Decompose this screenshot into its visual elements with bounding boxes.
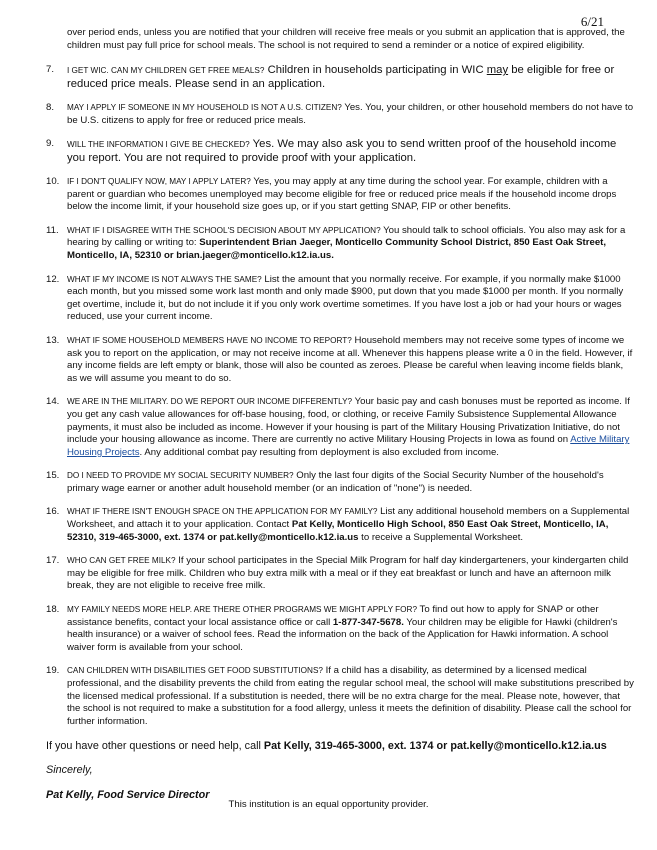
question-text: WHAT IF THERE ISN'T ENOUGH SPACE ON THE APPLICATION FOR MY FAMILY? <box>67 507 378 517</box>
faq-item-10 <box>46 176 634 214</box>
item-number: 16. <box>46 506 60 518</box>
military-housing-link[interactable]: Active Military Housing Projects <box>67 434 630 458</box>
answer-text-cont: be eligible for free or reduced price meals. Please send in an application. <box>67 64 615 90</box>
question-text: WE ARE IN THE MILITARY. DO WE REPORT OUR INCOME DIFFERENTLY? <box>67 397 353 407</box>
answer-text: Children in households participating in WIC <box>267 64 487 77</box>
item-number: 18. <box>46 604 60 616</box>
item-number: 19. <box>46 665 60 677</box>
answer-text: List any additional household members on a Supplemental Worksheet, and attach it to your application. Contact <box>67 506 630 531</box>
phone-number: 1-877-347-5678. <box>332 616 404 628</box>
question-text: IF I DON'T QUALIFY NOW, MAY I APPLY LATER? <box>67 177 251 186</box>
question-text: WHAT IF SOME HOUSEHOLD MEMBERS HAVE NO INCOME TO REPORT? <box>67 335 352 345</box>
closing-paragraph <box>46 739 634 753</box>
faq-item-14 <box>46 396 634 459</box>
signature: Pat Kelly, Food Service Director <box>46 788 210 801</box>
question-text: WHAT IF I DISAGREE WITH THE SCHOOL'S DECISION ABOUT MY APPLICATION? <box>67 225 381 235</box>
question-text: WHAT IF MY INCOME IS NOT ALWAYS THE SAME? <box>67 274 262 284</box>
answer-text-cont: . Any additional combat pay resulting from deployment is also excluded from income. <box>139 446 499 458</box>
closing-text: If you have other questions or need help, call <box>46 740 264 753</box>
answer-text: Yes. We may also ask you to send written proof of the household income you report. You are not required to provide proof with your application. <box>67 138 617 164</box>
closing-contact: Pat Kelly, 319-465-3000, ext. 1374 or pat.kelly@monticello.k12.ia.us <box>263 740 607 753</box>
item-number: 8. <box>46 102 55 113</box>
answer-underline: may <box>486 64 509 77</box>
answer-text: You should talk to school officials. You also may ask for a hearing by calling or writing to: <box>67 224 626 249</box>
faq-item-11 <box>46 225 634 263</box>
answer-text: If a child has a disability, as determined by a licensed medical professional, and the disability prevents the child from eating the regular school meal, the school will make substitutions prescribed by the licensed medical professional. If a substitution is needed, there will be no extra charge for the meal. Please note, however, that the school is not required to make a substitution for a food allergy, unless it meets the definition of disability. Please call the school for further information. <box>67 665 634 727</box>
answer-text: If your school participates in the Special Milk Program for half day kindergarteners, your kindergarten child may be eligible for free milk. Children who buy extra milk with a meal or if they eat breakfast or lunch and have an afternoon milk break, they are not eligible to receive free milk. <box>67 555 629 592</box>
answer-text: Yes. You, your children, or other household members do not have to be U.S. citizens to apply for free or reduced price meals. <box>67 102 634 126</box>
faq-item-19 <box>46 665 634 728</box>
sincerely: Sincerely, <box>46 764 93 777</box>
answer-text: Only the last four digits of the Social Security Number of the household's primary wage earner or another adult household member (or an indication of "none") is needed. <box>67 470 604 494</box>
question-text: DO I NEED TO PROVIDE MY SOCIAL SECURITY NUMBER? <box>67 471 294 481</box>
faq-item-13 <box>46 335 634 385</box>
answer-text-cont: to receive a Supplemental Worksheet. <box>358 531 524 543</box>
intro-paragraph: over period ends, unless you are notified that your children will receive free meals or you submit an application that is approved, the children must pay full price for school meals. The school is not required to send a reminder or a notice of expired eligibility. <box>67 27 625 51</box>
question-text: MAY I APPLY IF SOMEONE IN MY HOUSEHOLD IS NOT A U.S. CITIZEN? <box>67 103 342 112</box>
answer-text: Yes, you may apply at any time during the school year. For example, children with a parent or guardian who becomes unemployed may become eligible for free or reduced price meals if the household income drops below the income limit, if your household size goes up, or if you start getting SNAP, FIP or other benefits. <box>67 176 617 213</box>
question-text: CAN CHILDREN WITH DISABILITIES GET FOOD SUBSTITUTIONS? <box>67 666 323 676</box>
document-body <box>46 27 634 802</box>
answer-text: Your basic pay and cash bonuses must be reported as income. If you get any cash value allowances for off-base housing, food, or clothing, or receive Family Subsistence Supplemental Allowance payments, it must also be included as income. However if your housing is part of the Military Housing Privatization Initiative, do not include your housing allowance as income. There are currently no active Military Housing Projects in Iowa as found on <box>67 396 630 446</box>
item-number: 17. <box>46 555 60 567</box>
question-text: WHO CAN GET FREE MILK? <box>67 556 176 566</box>
faq-item-15 <box>46 470 634 495</box>
faq-item-8 <box>46 102 634 127</box>
faq-item-12 <box>46 274 634 324</box>
question-text: MY FAMILY NEEDS MORE HELP. ARE THERE OTHER PROGRAMS WE MIGHT APPLY FOR? <box>67 605 418 615</box>
answer-text: List the amount that you normally receive. For example, if you normally make $1000 each month, but you missed some work last month and only made $900, put down that you made $1000 per month. If you normally get overtime, include it, but do not include it if you only work overtime sometimes. If you have lost a job or had your hours or wages reduced, use your current income. <box>67 273 624 323</box>
contact-info: Pat Kelly, Monticello High School, 850 East Oak Street, Monticello, IA, 52310, 319-465-3000, ext. 1374 or pat.kelly@monticello.k12.ia.us <box>67 519 609 543</box>
contact-info: Superintendent Brian Jaeger, Monticello Community School District, 850 East Oak Street, Monticello, IA, 52310 or brian.jaeger@monticello.k12.ia.us. <box>67 237 607 261</box>
item-number: 15. <box>46 470 60 482</box>
item-number: 13. <box>46 334 60 346</box>
question-text: WILL THE INFORMATION I GIVE BE CHECKED? <box>67 140 250 150</box>
faq-item-17 <box>46 555 634 593</box>
item-number: 10. <box>46 176 60 187</box>
answer-text: Household members may not receive some types of income we ask you to report on the application, or may not receive income at all. Whenever this happens please write a 0 in the field. However, if any income fields are left empty or blank, those will also be counted as zeroes. Please be careful when leaving income fields blank, as we will assume you meant to do so. <box>67 334 633 384</box>
question-text: I GET WIC. CAN MY CHILDREN GET FREE MEALS? <box>67 66 265 76</box>
item-number: 7. <box>46 64 55 76</box>
page-number: 6/21 <box>580 14 604 29</box>
item-number: 14. <box>46 396 60 408</box>
faq-item-18 <box>46 604 634 654</box>
item-number: 11. <box>46 224 59 236</box>
answer-text: To find out how to apply for SNAP or other assistance benefits, contact your local assistance office or call <box>67 604 599 628</box>
item-number: 9. <box>46 138 55 150</box>
faq-item-16 <box>46 506 634 544</box>
faq-item-7 <box>46 64 634 91</box>
footer-statement: This institution is an equal opportunity provider. <box>228 799 429 810</box>
answer-text-cont: Your children may be eligible for Hawki (children's health insurance) or a waiver of school fees. Read the information on the back of the Application for Hawki information. A school waiver form is available from your school. <box>67 616 618 653</box>
faq-item-9 <box>46 138 634 165</box>
item-number: 12. <box>46 273 60 285</box>
